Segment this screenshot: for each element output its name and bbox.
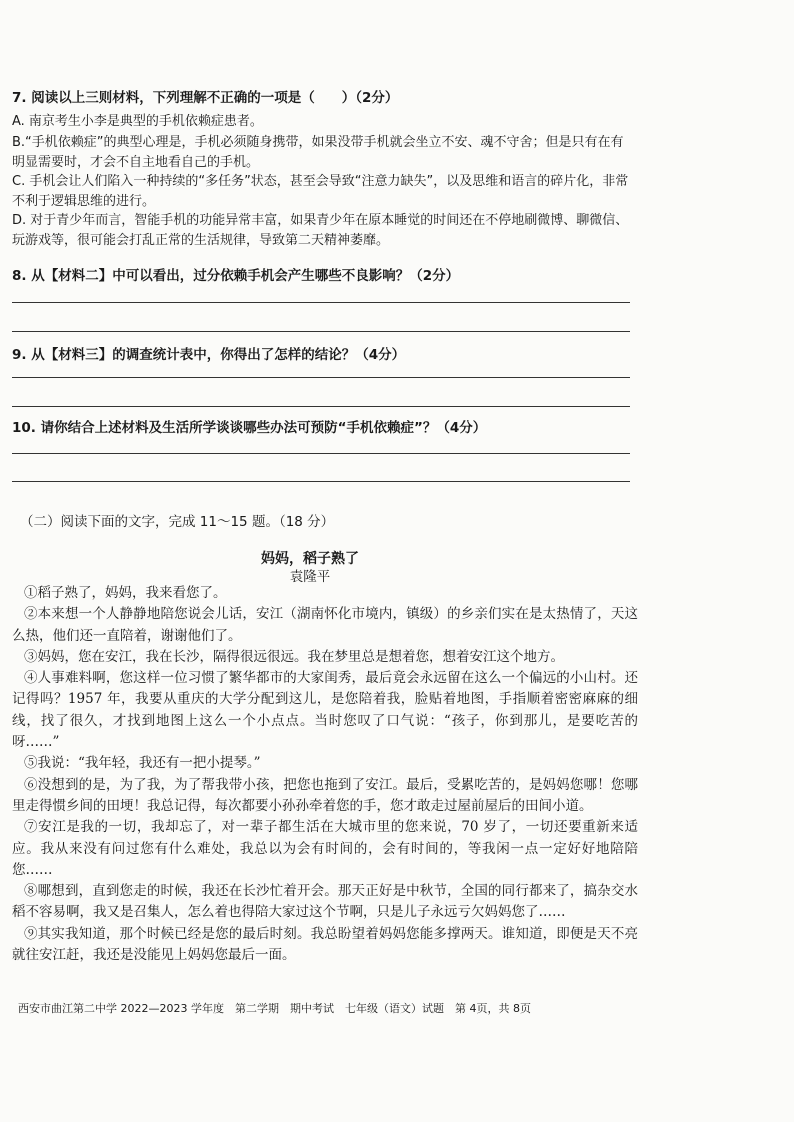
answer-line[interactable]: [12, 331, 630, 332]
option-d: D. 对于青少年而言，智能手机的功能异常丰富，如果青少年在原本睡觉的时间还在不停地刷微博、聊微信、玩游戏等，很可能会打乱正常的生活规律，导致第二天精神萎靡。: [12, 213, 629, 248]
question-7-stem: 7. 阅读以上三则材料，下列理解不正确的一项是（ ）（2分）: [12, 90, 399, 106]
answer-line[interactable]: [12, 302, 630, 303]
paragraph-5: ⑤我说：“我年轻，我还有一把小提琴。”: [24, 755, 261, 772]
answer-line[interactable]: [12, 481, 630, 482]
paragraph-3: ③妈妈，您在安江，我在长沙，隔得很远很远。我在梦里总是想着您，想着安江这个地方。: [24, 648, 564, 665]
paragraph-4: ④人事难料啊，您这样一位习惯了繁华都市的大家闺秀，最后竟会永远留在这么一个偏远的小山村。还记得吗？1957 年，我要从重庆的大学分配到这儿，是您陪着我，脸贴着地图，手指顺着密密麻麻的细线，找了很久，才找到地图上这么一个小点点。当时您叹了口气说：“孩子，你到那儿，是要吃苦的呀……”: [12, 670, 638, 751]
paragraph-1: ①稻子熟了，妈妈，我来看您了。: [24, 585, 227, 601]
paragraph-6: ⑥没想到的是，为了我，为了帮我带小孩，把您也拖到了安江。最后，受累吃苦的，是妈妈您哪！您哪里走得惯乡间的田埂！我总记得，每次都要小孙孙牵着您的手，您才敢走过屋前屋后的田间小道。: [12, 776, 638, 814]
option-b: B.“手机依赖症”的典型心理是，手机必须随身携带，如果没带手机就会坐立不安、魂不守舍；但是只有在有明显需要时，才会不自主地看自己的手机。: [12, 135, 624, 170]
question-9: 9. 从【材料三】的调查统计表中，你得出了怎样的结论？（4分）: [12, 347, 406, 363]
question-8: 8. 从【材料二】中可以看出，过分依赖手机会产生哪些不良影响？（2分）: [12, 268, 460, 284]
answer-line[interactable]: [12, 453, 630, 454]
section-heading: （二）阅读下面的文字，完成 11～15 题。（18 分）: [20, 514, 335, 530]
article-body: [12, 583, 638, 966]
option-c: C. 手机会让人们陷入一种持续的“多任务”状态，甚至会导致“注意力缺失”，以及思维和语言的碎片化，非常不利于逻辑思维的进行。: [12, 174, 629, 209]
question-10: 10. 请你结合上述材料及生活所学谈谈哪些办法可预防“手机依赖症”？（4分）: [12, 420, 487, 436]
answer-line[interactable]: [12, 377, 630, 378]
page-footer: 西安市曲江第二中学 2022—2023 学年度 第二学期 期中考试 七年级（语文）试题 第 4页，共 8页: [18, 1002, 531, 1015]
article-title: 妈妈，稻子熟了: [261, 551, 359, 567]
paragraph-7: ⑦安江是我的一切，我却忘了，对一辈子都生活在大城市里的您来说，70 岁了，一切还要重新来适应。我从来没有问过您有什么难处，我总以为会有时间的，会有时间的，等我闲一点一定好好地陪陪您……: [12, 819, 638, 878]
paragraph-8: ⑧哪想到，直到您走的时候，我还在长沙忙着开会。那天正好是中秋节，全国的同行都来了，搞杂交水稻不容易啊，我又是召集人，怎么着也得陪大家过这个节啊，只是儿子永远亏欠妈妈您了……: [12, 883, 638, 921]
answer-line[interactable]: [12, 406, 630, 407]
article-author: 袁隆平: [289, 569, 331, 585]
option-a: A. 南京考生小李是典型的手机依赖症患者。: [12, 114, 263, 129]
paragraph-2: ②本来想一个人静静地陪您说会儿话，安江（湖南怀化市境内，镇级）的乡亲们实在是太热情了，天这么热，他们还一直陪着，谢谢他们了。: [12, 606, 638, 644]
paragraph-9: ⑨其实我知道，那个时候已经是您的最后时刻。我总盼望着妈妈您能多撑两天。谁知道，即便是天不亮就往安江赶，我还是没能见上妈妈您最后一面。: [12, 925, 638, 964]
